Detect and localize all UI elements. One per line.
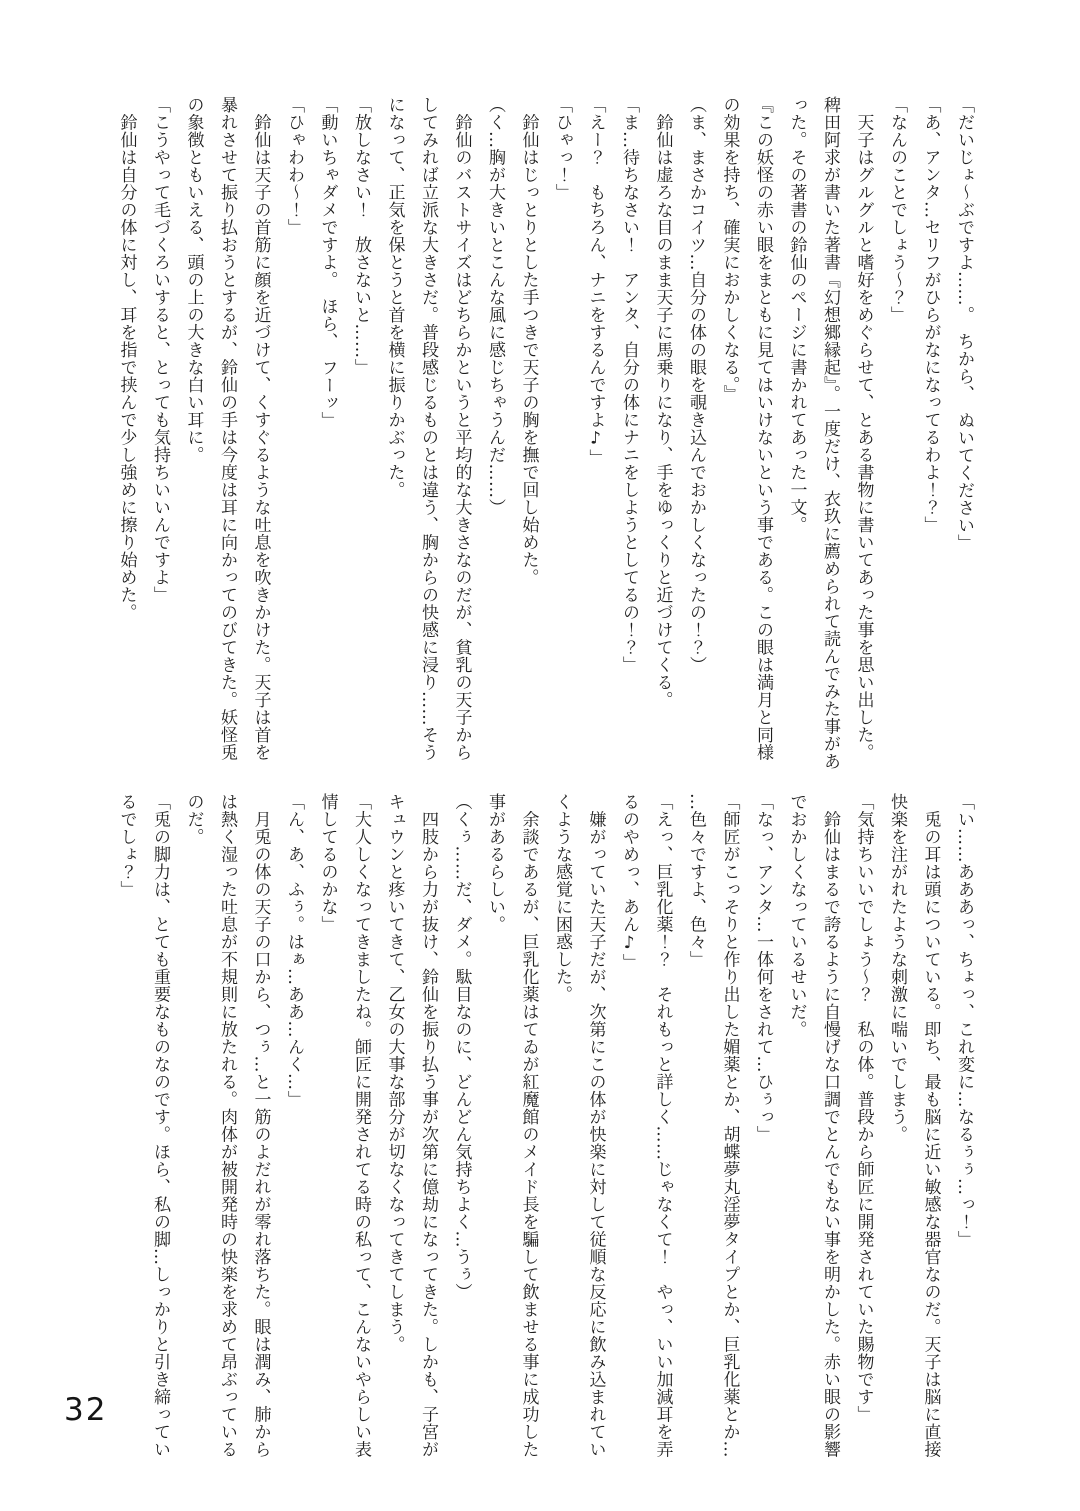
text-line: るでしょ？」: [116, 793, 137, 898]
text-line: 鈴仙のバストサイズはどちらかというと平均的な大きさなのだが、貧乳の天子から: [451, 96, 472, 761]
text-line: 稗田阿求が書いた著書『幻想郷縁起』。一度だけ、衣玖に薦められて読んでみた事があ: [820, 96, 840, 770]
text-line: るのやめっ、あん♪」: [619, 793, 639, 971]
text-line: 「ん、あ、ふぅ。はぁ…ああ…んく…」: [284, 793, 304, 1108]
text-line: 鈴仙は虚ろな目のまま天子に馬乗りになり、手をゆっくりと近づけてくる。: [652, 96, 673, 709]
text-line: 「放しなさい！ 放さないと……」: [351, 96, 371, 376]
page-number: 32: [64, 1392, 108, 1428]
text-line: 「師匠がこっそりと作り出した媚薬とか、胡蝶夢丸淫夢タイプとか、巨乳化薬とか…: [719, 793, 740, 1458]
text-line: った。その著書の鈴仙のページに書かれてあった一文。: [786, 96, 807, 534]
text-line: 「気持ちいいでしょう〜？ 私の体。普段から師匠に開発されていた賜物です」: [853, 793, 874, 1423]
text-line: 快楽を注がれたような刺激に喘いでしまう。: [887, 793, 907, 1143]
text-line: （くぅ……だ、ダメ。駄目なのに、どんどん気持ちよく…うぅ）: [451, 793, 472, 1301]
text-line: 鈴仙はじっとりとした手つきで天子の胸を撫で回し始めた。: [518, 96, 539, 586]
text-line: は熱く湿った吐息が不規則に放たれる。肉体が被開発時の快楽を求めて昂ぶっている: [217, 793, 237, 1458]
text-line: くような感覚に困惑した。: [552, 793, 572, 1003]
text-line: になって、正気を保とうと首を横に振りかぶった。: [384, 96, 405, 499]
text-line: 鈴仙は自分の体に対し、耳を指で挟んで少し強めに擦り始めた。: [116, 96, 137, 621]
text-line: の効果を持ち、確実におかしくなる。』: [719, 96, 740, 403]
text-line: 「えー？ もちろん、ナニをするんですよ♪」: [585, 96, 606, 467]
text-line: 事があるらしい。: [485, 793, 505, 933]
text-line: 「なんのことでしょう〜？」: [887, 96, 907, 324]
text-line: キュウンと疼いてきて、乙女の大事な部分が切なくなってきてしまう。: [384, 793, 405, 1353]
text-line: の象徴ともいえる、頭の上の大きな白い耳に。: [183, 96, 204, 464]
text-line: 「えっ、巨乳化薬！？ それもっと詳しく……じゃなくて！ やっ、いい加減耳を弄: [652, 793, 673, 1458]
text-line: 月兎の体の天子の口から、つぅ…と一筋のよだれが零れ落ちた。眼は潤み、肺から: [250, 793, 271, 1458]
text-line: 「動いちゃダメですよ。 ほら、 フーッ」: [317, 96, 338, 429]
text-line: 「あ、アンタ…セリフがひらがなになってるわよ！？」: [920, 96, 941, 534]
text-line: 余談であるが、巨乳化薬はてゐが紅魔館のメイド長を騙して飲ませる事に成功した: [518, 793, 539, 1458]
text-block-top: [109, 96, 980, 798]
text-line: 「なっ、アンタ…一体何をされて…ひぅっ」: [753, 793, 773, 1143]
text-line: のだ。: [183, 793, 204, 846]
text-line: 「だいじょ〜ぶですよ……。 ちから、 ぬいてください」: [954, 96, 974, 552]
text-line: 暴れさせて振り払おうとするが、鈴仙の手は今度は耳に向かってのびてきた。妖怪兎: [217, 96, 237, 761]
text-line: 鈴仙は天子の首筋に顔を近づけて、くすぐるような吐息を吹きかけた。天子は首を: [250, 96, 271, 761]
text-line: してみれば立派な大きさだ。普段感じるものとは違う、胸からの快感に浸り……そう: [418, 96, 438, 761]
text-line: 「ひゃっ！」: [552, 96, 572, 201]
text-line: （く…胸が大きいとこんな風に感じちゃうんだ……）: [485, 96, 505, 516]
text-line: 情してるのかな」: [317, 793, 338, 933]
text-line: 「兎の脚力は、とても重要なものなのです。ほら、私の脚…しっかりと引き締ってい: [150, 793, 170, 1458]
text-block-bottom: [109, 793, 980, 1495]
text-line: 「大人しくなってきましたね。師匠に開発されてる時の私って、こんないやらしい表: [351, 793, 371, 1458]
text-line: 兎の耳は頭についている。即ち、最も脳に近い敏感な器官なのだ。天子は脳に直接: [920, 793, 941, 1458]
text-line: 「ひゃわわ〜！」: [284, 96, 304, 236]
text-line: 嫌がっていた天子だが、次第にこの体が快楽に対して従順な反応に飲み込まれてい: [585, 793, 606, 1458]
text-line: （ま、まさかコイツ…自分の体の眼を覗き込んでおかしくなったの！？）: [686, 96, 706, 674]
text-line: 「い……あああっ、ちょっ、これ変に…なるぅぅ…っ！」: [954, 793, 974, 1248]
text-line: 「こうやって毛づくろいすると、とっても気持ちいいんですよ」: [150, 96, 170, 604]
text-line: 天子はグルグルと嗜好をめぐらせて、とある書物に書いてあった事を思い出した。: [853, 96, 874, 761]
text-line: 「ま…待ちなさい！ アンタ、自分の体にナニをしようとしてるの！？」: [619, 96, 639, 674]
text-line: 『この妖怪の赤い眼をまともに見てはいけないという事である。この眼は満月と同様: [753, 96, 773, 761]
text-line: 鈴仙はまるで誇るように自慢げな口調でとんでもない事を明かした。赤い眼の影響: [820, 793, 840, 1458]
text-line: 四肢から力が抜け、鈴仙を振り払う事が次第に億劫になってきた。しかも、子宮が: [418, 793, 438, 1458]
text-line: …色々ですよ、色々」: [686, 793, 706, 968]
text-line: でおかしくなっているせいだ。: [786, 793, 807, 1038]
